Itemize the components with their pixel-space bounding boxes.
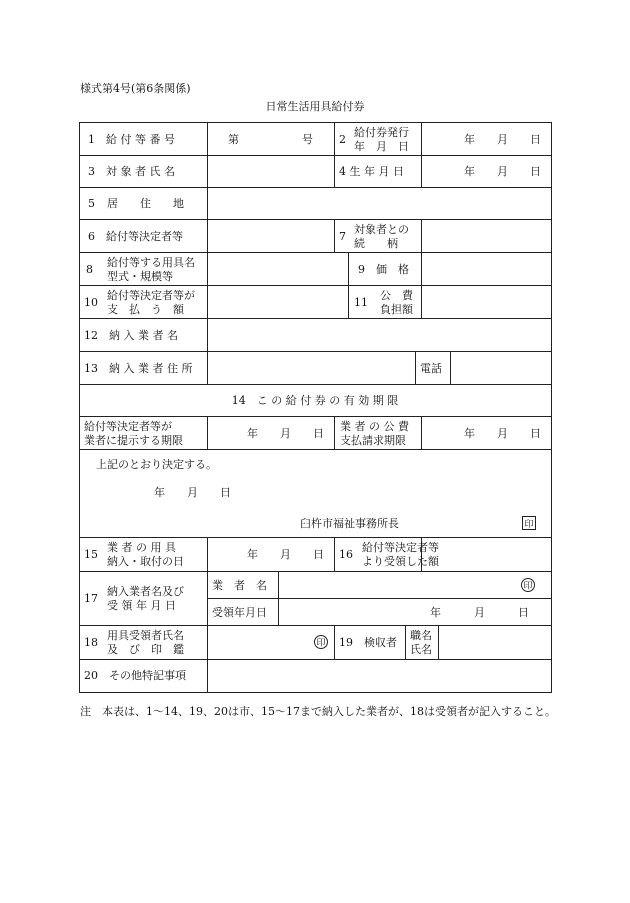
document-title: 日常生活用具給付券	[265, 100, 365, 113]
field-label-present-deadline-l1: 給付等決定者等が	[84, 420, 172, 433]
field-label-number-16: 16	[339, 548, 353, 561]
delivery-date-placeholder: 年 月 日	[247, 548, 324, 561]
field-label-claim-deadline-l1: 業 者 の 公 費	[340, 420, 409, 433]
field-label-payment-l2: 支 払 う 額	[107, 303, 184, 316]
field-label-inspector: 19 検収者	[339, 636, 397, 649]
field-label-issue-date-l2: 年 月 日	[354, 140, 409, 153]
vendor-seal-mark	[522, 579, 535, 592]
field-label-number-suffix: 号	[302, 133, 313, 146]
field-label-delivery-date-l1: 業 者 の 用 具	[107, 541, 176, 554]
field-label-number-18: 18	[84, 636, 98, 649]
field-label-public-burden-l2: 負担額	[380, 303, 413, 316]
issuer-name: 臼杵市福祉事務所長	[300, 517, 399, 530]
field-label-inspector-name: 氏名	[410, 643, 432, 656]
field-label-vendor: 業 者 名	[212, 579, 267, 592]
field-label-number-5: 5	[88, 197, 95, 210]
form-number: 様式第4号(第6条関係)	[80, 82, 191, 95]
claim-deadline-placeholder: 年 月 日	[464, 427, 541, 440]
field-label-vendor-receipt-l2: 受 領 年 月 日	[107, 599, 176, 612]
field-label-present-deadline-l2: 業者に提示する期限	[84, 434, 183, 447]
footnote: 注 本表は、1〜14、19、20は市、15〜17まで納入した業者が、18は受領者が記入すること。	[80, 705, 556, 718]
field-label-price: 9 価 格	[358, 263, 409, 276]
field-label-relationship-l1: 対象者との	[354, 223, 409, 236]
field-label-inspector-title: 職名	[410, 629, 432, 642]
decision-date-placeholder: 年 月 日	[154, 486, 231, 499]
field-label-special-notes: 20 その他特記事項	[84, 669, 186, 682]
field-label-vendor-name: 12 納 入 業 者 名	[84, 329, 178, 342]
field-label-delivery-date-l2: 納入・取付の日	[107, 555, 184, 568]
field-label-vendor-receipt-l1: 納入業者名及び	[107, 585, 184, 598]
field-label-receiver-name-l2: 及 び 印 鑑	[107, 643, 184, 656]
field-label-number-8: 8	[86, 263, 93, 276]
present-deadline-placeholder: 年 月 日	[247, 427, 324, 440]
issuer-seal-mark	[523, 517, 536, 531]
field-label-received-date: 受領年月日	[212, 606, 267, 619]
receiver-seal-mark	[315, 636, 328, 649]
field-label-issue-date-l1: 給付券発行	[354, 126, 409, 139]
field-label-birth-date: 4 生 年 月 日	[339, 165, 404, 178]
issue-date-placeholder: 年 月 日	[464, 133, 541, 146]
field-label-number-17: 17	[84, 592, 98, 605]
field-label-received-amount-l2: より受領した額	[362, 555, 439, 568]
field-label-number-11: 11	[354, 296, 368, 309]
received-date-placeholder: 年 月 日	[430, 606, 529, 619]
vendor-seal-label: 印	[523, 581, 533, 592]
section-heading-validity: 14 こ の 給 付 券 の 有 効 期 限	[231, 394, 399, 407]
field-label-claim-deadline-l2: 支払請求期限	[340, 434, 406, 447]
field-label-voucher-number: 1 給 付 等 番 号	[88, 133, 175, 146]
field-label-public-burden-l1: 公 費	[380, 289, 413, 302]
field-label-equipment-l2: 型式・規模等	[107, 270, 173, 283]
field-label-vendor-address: 13 納 入 業 者 住 所	[84, 362, 193, 375]
field-label-decision-holder: 6 給付等決定者等	[88, 230, 183, 243]
field-label-number-7: 7	[339, 230, 346, 243]
field-label-relationship-l2: 続 柄	[354, 237, 398, 250]
field-label-received-amount-l1: 給付等決定者等	[362, 541, 439, 554]
field-label-number-15: 15	[84, 548, 98, 561]
field-label-recipient-name: 3 対 象 者 氏 名	[88, 165, 175, 178]
field-label-number-2: 2	[339, 133, 346, 146]
field-label-payment-l1: 給付等決定者等が	[107, 289, 195, 302]
field-label-number-10: 10	[84, 296, 98, 309]
field-label-equipment-l1: 給付等する用具名	[107, 256, 195, 269]
issuer-seal-label: 印	[524, 520, 534, 530]
birth-date-placeholder: 年 月 日	[464, 165, 541, 178]
decision-statement: 上記のとおり決定する。	[96, 458, 217, 471]
field-label-residence: 居 住 地	[107, 197, 184, 210]
field-label-receiver-name-l1: 用具受領者氏名	[107, 629, 184, 642]
field-label-number-prefix: 第	[228, 133, 239, 146]
field-label-phone: 電話	[420, 362, 442, 375]
receiver-seal-label: 印	[316, 638, 326, 649]
